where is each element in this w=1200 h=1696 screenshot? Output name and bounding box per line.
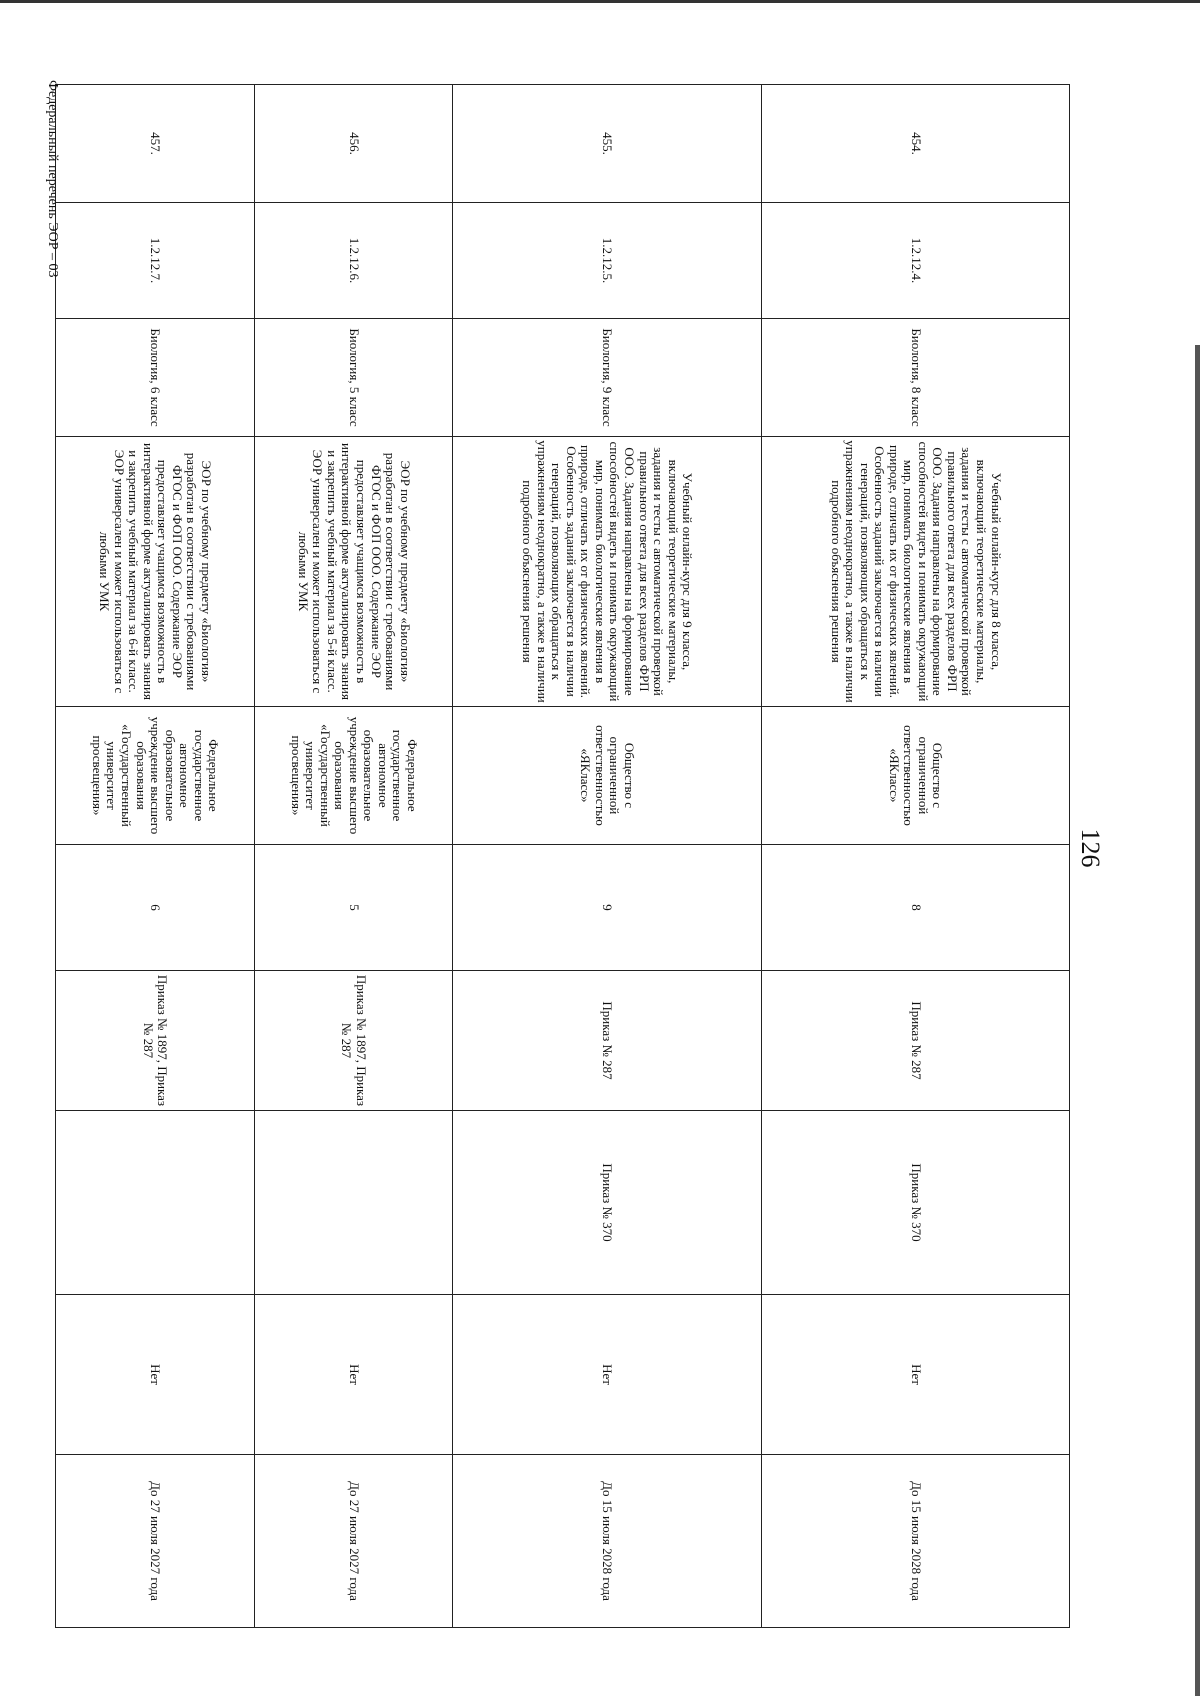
row-validity: До 27 июля 2027 года: [56, 1455, 255, 1628]
row-organization: Федеральное государственное автономное образовательное учреждение высшего образования «Государственный университет просвещения»: [254, 707, 453, 845]
row-organization: Общество с ограниченной ответственностью «ЯКласс»: [453, 707, 761, 845]
row-description: Учебный онлайн-курс для 8 класса, включающий теоретические материалы, задания и тесты с автоматической проверкой правильного ответа для всех разделов ФРП ООО. Задания направлены на формирование способностей видеть и понимать окружающий мир, понимать биологические явления в природе, отличать их от физических явлений. Особенность заданий заключается в наличии генераций, позволяющих обращаться к упражнениям неоднократно, а также в наличии подробного объяснения решения: [761, 437, 1069, 707]
row-flag: Нет: [453, 1295, 761, 1455]
row-number: 455.: [453, 85, 761, 203]
row-number: 454.: [761, 85, 1069, 203]
row-subject: Биология, 8 класс: [761, 319, 1069, 437]
page-footer: Федеральный перечень ЭОР – 03: [45, 80, 60, 278]
row-code: 1.2.12.7.: [56, 203, 255, 319]
row-flag: Нет: [254, 1295, 453, 1455]
row-grade: 8: [761, 845, 1069, 971]
row-validity: До 15 июля 2028 года: [761, 1455, 1069, 1628]
row-number: 456.: [254, 85, 453, 203]
row-description: ЭОР по учебному предмету «Биология» разработан в соответствии с требованиями ФГОС и ФОП ООО. Содержание ЭОР предоставляет учащимся возможность в интерактивной форме актуализировать знания и закрепить учебный материал за 5-й класс. ЭОР универсален и может использоваться с любыми УМК: [254, 437, 453, 707]
row-code: 1.2.12.5.: [453, 203, 761, 319]
row-order-1: Приказ № 1897, Приказ № 287: [254, 971, 453, 1111]
row-order-1: Приказ № 1897, Приказ № 287: [56, 971, 255, 1111]
row-order-2: Приказ № 370: [453, 1111, 761, 1295]
row-flag: Нет: [56, 1295, 255, 1455]
row-order-2: [56, 1111, 255, 1295]
row-organization: Федеральное государственное автономное образовательное учреждение высшего образования «Государственный университет просвещения»: [56, 707, 255, 845]
row-order-2: [254, 1111, 453, 1295]
page-number: 126: [1076, 828, 1105, 868]
table-row: [56, 85, 255, 1628]
row-subject: Биология, 9 класс: [453, 319, 761, 437]
row-order-1: Приказ № 287: [453, 971, 761, 1111]
table-row: [761, 85, 1069, 1628]
row-flag: Нет: [761, 1295, 1069, 1455]
row-subject: Биология, 5 класс: [254, 319, 453, 437]
row-order-1: Приказ № 287: [761, 971, 1069, 1111]
row-validity: До 27 июля 2027 года: [254, 1455, 453, 1628]
row-description: ЭОР по учебному предмету «Биология» разработан в соответствии с требованиями ФГОС и ФОП ООО. Содержание ЭОР предоставляет учащимся возможность в интерактивной форме актуализировать знания и закрепить учебный материал за 6-й класс. ЭОР универсален и может использоваться с любыми УМК: [56, 437, 255, 707]
row-code: 1.2.12.6.: [254, 203, 453, 319]
row-number: 457.: [56, 85, 255, 203]
row-grade: 9: [453, 845, 761, 971]
row-code: 1.2.12.4.: [761, 203, 1069, 319]
table-row: [254, 85, 453, 1628]
row-validity: До 15 июля 2028 года: [453, 1455, 761, 1628]
eor-register-table: [55, 84, 1070, 1628]
row-grade: 5: [254, 845, 453, 971]
row-organization: Общество с ограниченной ответственностью «ЯКласс»: [761, 707, 1069, 845]
table-row: [453, 85, 761, 1628]
row-grade: 6: [56, 845, 255, 971]
row-subject: Биология, 6 класс: [56, 319, 255, 437]
row-order-2: Приказ № 370: [761, 1111, 1069, 1295]
row-description: Учебный онлайн-курс для 9 класса, включающий теоретические материалы, задания и тесты с автоматической проверкой правильного ответа для всех разделов ФРП ООО. Задания направлены на формирование способностей видеть и понимать окружающий мир, понимать биологические явления в природе, отличать их от физических явлений. Особенность заданий заключается в наличии генераций, позволяющих обращаться к упражнениям неоднократно, а также в наличии подробного объяснения решения: [453, 437, 761, 707]
